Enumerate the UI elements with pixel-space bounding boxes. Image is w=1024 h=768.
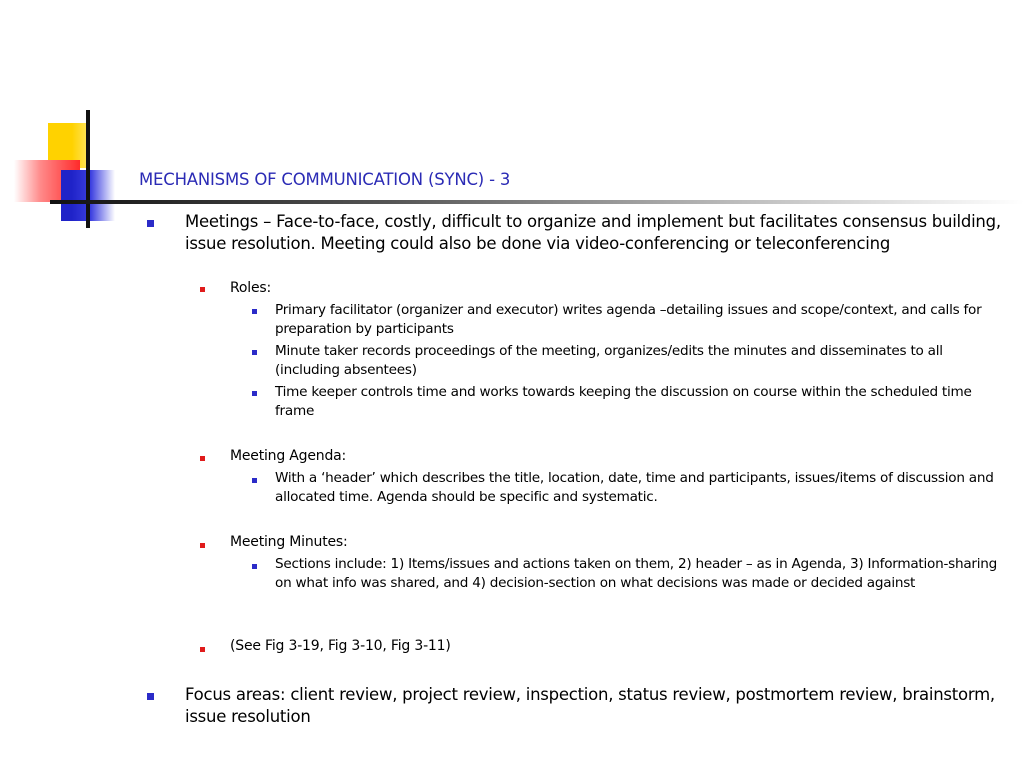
bullet-level3-icon bbox=[252, 478, 257, 483]
bullet-roles: Roles: bbox=[230, 280, 271, 296]
title-underline bbox=[50, 200, 1024, 204]
bullet-focus-areas: Focus areas: client review, project review, inspection, status review, postmortem review, brainstorm, issue resolution bbox=[185, 685, 995, 726]
bullet-level3-icon bbox=[252, 564, 257, 569]
bullet-minutes-detail: Sections include: 1) Items/issues and actions taken on them, 2) header – as in Agenda, 3) Information-sharing on what info was shared, and 4) decision-section on what decisions was made or decided against bbox=[275, 556, 998, 591]
corner-decoration bbox=[0, 0, 140, 240]
bullet-meeting-minutes: Meeting Minutes: bbox=[230, 534, 348, 550]
bullet-meeting-agenda: Meeting Agenda: bbox=[230, 448, 347, 464]
bullet-level2-icon bbox=[200, 543, 205, 548]
slide-title: MECHANISMS OF COMMUNICATION (SYNC) - 3 bbox=[139, 170, 511, 189]
bullet-level2-icon bbox=[200, 456, 205, 461]
bullet-agenda-detail: With a ‘header’ which describes the title, location, date, time and participants, issues/items of discussion and allocated time. Agenda should be specific and systematic. bbox=[275, 470, 994, 505]
vertical-divider-line bbox=[86, 110, 90, 228]
bullet-time-keeper: Time keeper controls time and works towards keeping the discussion on course within the scheduled time frame bbox=[275, 384, 972, 419]
bullet-meetings: Meetings – Face-to-face, costly, difficult to organize and implement but facilitates consensus building, issue resolution. Meeting could also be done via video-conferencing or teleconferencing bbox=[185, 212, 1001, 253]
bullet-level1-icon bbox=[147, 220, 154, 227]
bullet-minute-taker: Minute taker records proceedings of the meeting, organizes/edits the minutes and disseminates to all (including absentees) bbox=[275, 343, 943, 378]
bullet-level3-icon bbox=[252, 350, 257, 355]
bullet-level3-icon bbox=[252, 391, 257, 396]
bullet-level2-icon bbox=[200, 287, 205, 292]
bullet-see-figs: (See Fig 3-19, Fig 3-10, Fig 3-11) bbox=[230, 638, 451, 654]
bullet-primary-facilitator: Primary facilitator (organizer and executor) writes agenda –detailing issues and scope/context, and calls for preparation by participants bbox=[275, 302, 982, 337]
bullet-level3-icon bbox=[252, 309, 257, 314]
bullet-level2-icon bbox=[200, 647, 205, 652]
bullet-level1-icon bbox=[147, 693, 154, 700]
